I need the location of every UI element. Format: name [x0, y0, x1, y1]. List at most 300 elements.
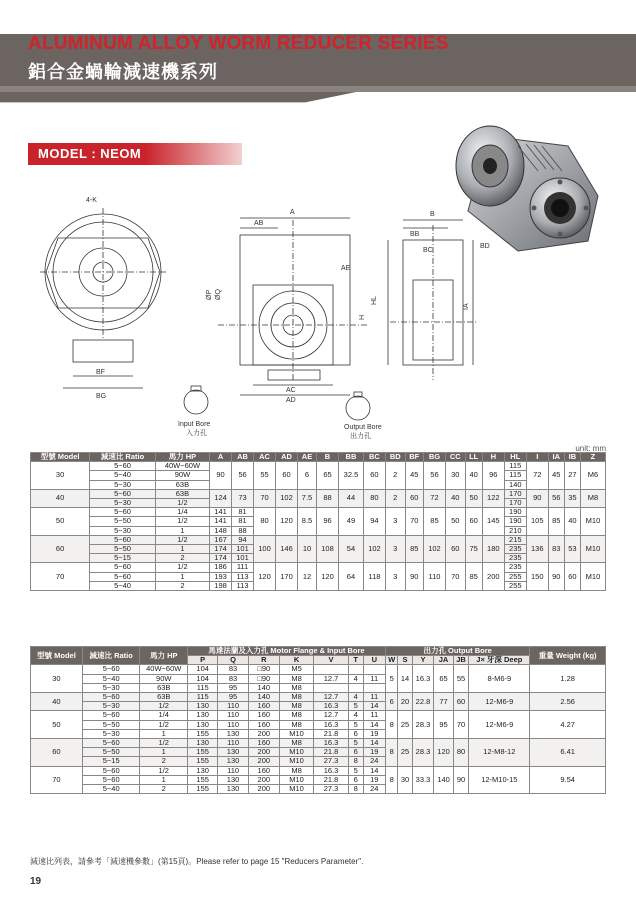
hp-cell: 1/2 [140, 720, 188, 729]
dim-cell: 72 [526, 462, 548, 490]
label-ab: AB [254, 220, 264, 227]
a-cell: 193 [210, 572, 232, 581]
dim-cell: 170 [276, 563, 298, 591]
header-cell: A [210, 453, 232, 462]
header-cell: BF [405, 453, 423, 462]
hp-cell: 2 [155, 581, 209, 590]
r-cell: □90 [248, 665, 279, 674]
ab-cell: 81 [232, 508, 254, 517]
label-bg: BG [96, 393, 107, 400]
hp-cell: 1/2 [140, 702, 188, 711]
w-cell: 6 [385, 693, 398, 711]
u-cell: 19 [363, 748, 385, 757]
dim-cell: 32.5 [339, 462, 364, 490]
dim-cell: 30 [445, 462, 465, 490]
header-cell: 重量 Weight (kg) [530, 647, 606, 665]
y-cell: 28.3 [412, 739, 434, 767]
header-cell: BB [339, 453, 364, 462]
dim-cell: M10 [580, 563, 605, 591]
header-cell: HL [504, 453, 526, 462]
label-4k: 4-K [86, 197, 97, 204]
hp-cell: 90W [155, 471, 209, 480]
p-cell: 104 [188, 665, 218, 674]
weight-cell: 6.41 [530, 739, 606, 767]
model-cell: 30 [31, 462, 90, 490]
v-cell: 21.8 [314, 775, 348, 784]
dim-cell: M8 [580, 489, 605, 507]
ratio-cell: 5~30 [82, 683, 140, 692]
hp-cell: 1/2 [155, 499, 209, 508]
dim-cell: 85 [548, 508, 564, 536]
dim-cell: 53 [564, 535, 580, 563]
r-cell: 140 [248, 683, 279, 692]
q-cell: 130 [218, 729, 248, 738]
dim-cell: 120 [317, 563, 339, 591]
r-cell: 160 [248, 702, 279, 711]
dim-cell: 12 [297, 563, 316, 591]
dim-cell: 3 [385, 563, 405, 591]
u-cell: 14 [363, 720, 385, 729]
u-cell: 11 [363, 711, 385, 720]
label-a: A [290, 209, 295, 216]
model-cell: 50 [31, 508, 90, 536]
a-cell: 198 [210, 581, 232, 590]
ratio-cell: 5~40 [90, 471, 156, 480]
p-cell: 155 [188, 757, 218, 766]
t-cell: 5 [348, 766, 363, 775]
y-cell: 28.3 [412, 711, 434, 739]
jb-cell: 70 [453, 711, 469, 739]
header-cell: 馬力 HP [155, 453, 209, 462]
a-cell: 186 [210, 563, 232, 572]
ab-cell: 111 [232, 563, 254, 572]
p-cell: 130 [188, 766, 218, 775]
s-cell: 25 [398, 739, 412, 767]
ja-cell: 120 [434, 739, 453, 767]
subheader-cell: JB [453, 656, 469, 665]
technical-drawing [28, 180, 588, 440]
dim-cell: 6 [297, 462, 316, 490]
v-cell: 16.3 [314, 766, 348, 775]
hl-cell: 235 [504, 545, 526, 554]
hp-cell: 1/2 [155, 563, 209, 572]
a-cell: 148 [210, 526, 232, 535]
dim-cell: 45 [405, 462, 423, 490]
subheader-cell: W [385, 656, 398, 665]
ratio-cell: 5~60 [90, 462, 156, 471]
w-cell: 5 [385, 665, 398, 693]
header-cell: CC [445, 453, 465, 462]
header-cell: 減速比 Ratio [82, 647, 140, 665]
ratio-cell: 5~60 [90, 508, 156, 517]
jb-cell: 60 [453, 693, 469, 711]
label-b: B [430, 211, 435, 218]
header-cell: 型號 Model [31, 647, 83, 665]
q-cell: 110 [218, 711, 248, 720]
ratio-cell: 5~30 [90, 526, 156, 535]
weight-cell: 2.56 [530, 693, 606, 711]
k-cell: M8 [279, 711, 313, 720]
ratio-cell: 5~60 [82, 693, 140, 702]
ratio-cell: 5~50 [82, 720, 140, 729]
dim-cell: 60 [445, 535, 465, 563]
dimension-table [30, 452, 606, 591]
dim-cell: 60 [465, 508, 482, 536]
hl-cell: 140 [504, 480, 526, 489]
p-cell: 115 [188, 693, 218, 702]
r-cell: 200 [248, 775, 279, 784]
ab-cell: 81 [232, 517, 254, 526]
label-h: H [359, 314, 366, 320]
model-badge: MODEL : NEOM [28, 143, 242, 165]
u-cell: 14 [363, 739, 385, 748]
label-oq: ØQ [215, 289, 222, 300]
ratio-cell: 5~40 [82, 674, 140, 683]
k-cell: M10 [279, 757, 313, 766]
output-bore-en: Output Bore [344, 424, 382, 431]
header-cell: AB [232, 453, 254, 462]
v-cell: 16.3 [314, 702, 348, 711]
label-ae: AE [341, 265, 351, 272]
hp-cell: 1 [140, 729, 188, 738]
u-cell: 19 [363, 775, 385, 784]
dim-cell: 88 [317, 489, 339, 507]
model-cell: 50 [31, 711, 83, 739]
dim-cell: 90 [548, 563, 564, 591]
r-cell: 160 [248, 739, 279, 748]
hp-cell: 1 [155, 572, 209, 581]
subheader-cell: U [363, 656, 385, 665]
dim-cell: 102 [423, 535, 445, 563]
dim-cell: 100 [254, 535, 276, 563]
dim-cell: 75 [465, 535, 482, 563]
subheader-cell: Y [412, 656, 434, 665]
hp-cell: 2 [155, 554, 209, 563]
dim-cell: 64 [339, 563, 364, 591]
header-cell: AD [276, 453, 298, 462]
header-cell: B [317, 453, 339, 462]
q-cell: 95 [218, 683, 248, 692]
v-cell [314, 665, 348, 674]
k-cell: M10 [279, 748, 313, 757]
ratio-cell: 5~30 [90, 480, 156, 489]
jb-cell: 80 [453, 739, 469, 767]
hl-cell: 190 [504, 517, 526, 526]
header-cell: AC [254, 453, 276, 462]
ratio-cell: 5~40 [82, 785, 140, 794]
model-cell: 60 [31, 739, 83, 767]
dim-cell: 2 [385, 489, 405, 507]
v-cell: 27.3 [314, 757, 348, 766]
t-cell: 4 [348, 711, 363, 720]
dim-cell: 150 [526, 563, 548, 591]
dim-cell: 56 [423, 462, 445, 490]
header-cell: BC [363, 453, 385, 462]
page-header [0, 0, 636, 118]
p-cell: 115 [188, 683, 218, 692]
k-cell: M10 [279, 775, 313, 784]
u-cell: 11 [363, 693, 385, 702]
w-cell: 8 [385, 711, 398, 739]
hp-cell: 1 [140, 748, 188, 757]
header-cell: IB [564, 453, 580, 462]
dim-cell: 80 [254, 508, 276, 536]
r-cell: □90 [248, 674, 279, 683]
label-bd: BD [480, 243, 490, 250]
t-cell: 5 [348, 739, 363, 748]
dim-cell: 145 [482, 508, 504, 536]
hp-cell: 1/4 [140, 711, 188, 720]
r-cell: 200 [248, 748, 279, 757]
dim-cell: 3 [385, 535, 405, 563]
label-bc: BC [423, 247, 433, 254]
v-cell: 12.7 [314, 711, 348, 720]
ratio-cell: 5~60 [90, 572, 156, 581]
dim-cell: 70 [405, 508, 423, 536]
hp-cell: 1/2 [155, 535, 209, 544]
ratio-cell: 5~60 [82, 739, 140, 748]
p-cell: 155 [188, 729, 218, 738]
dim-cell: 122 [482, 489, 504, 507]
dim-cell: 90 [405, 563, 423, 591]
footnote: 減速比列表，請參考「減速機參數」(第15頁)。Please refer to page 15 "Reducers Parameter". [30, 857, 364, 866]
p-cell: 104 [188, 674, 218, 683]
q-cell: 130 [218, 748, 248, 757]
k-cell: M5 [279, 665, 313, 674]
dim-cell: 85 [423, 508, 445, 536]
dim-cell: 55 [254, 462, 276, 490]
dim-cell: 96 [482, 462, 504, 490]
model-cell: 70 [31, 563, 90, 591]
v-cell: 21.8 [314, 748, 348, 757]
a-cell: 174 [210, 554, 232, 563]
j-cell: 8-M6-9 [469, 665, 530, 693]
t-cell: 6 [348, 748, 363, 757]
y-cell: 33.3 [412, 766, 434, 794]
subheader-cell: J× 牙深 Deep [469, 656, 530, 665]
r-cell: 160 [248, 711, 279, 720]
dim-cell: 40 [564, 508, 580, 536]
header-cell: BD [385, 453, 405, 462]
hl-cell: 215 [504, 535, 526, 544]
ratio-cell: 5~15 [90, 554, 156, 563]
a-cell: 174 [210, 545, 232, 554]
table-row [31, 665, 606, 674]
label-bf: BF [96, 369, 105, 376]
ratio-cell: 5~50 [90, 517, 156, 526]
dim-cell: 3 [385, 508, 405, 536]
weight-cell: 9.54 [530, 766, 606, 794]
w-cell: 8 [385, 739, 398, 767]
ja-cell: 65 [434, 665, 453, 693]
ratio-cell: 5~40 [90, 581, 156, 590]
ab-cell: 101 [232, 545, 254, 554]
dim-cell: M10 [580, 508, 605, 536]
k-cell: M8 [279, 683, 313, 692]
header-cell: I [526, 453, 548, 462]
k-cell: M8 [279, 739, 313, 748]
label-hl: HL [371, 296, 378, 305]
dim-cell: 65 [317, 462, 339, 490]
hp-cell: 2 [140, 757, 188, 766]
v-cell: 12.7 [314, 693, 348, 702]
header-cell: 馬達法蘭及入力孔 Motor Flange & Input Bore [188, 647, 386, 656]
label-bb: BB [410, 231, 420, 238]
dim-cell: 56 [232, 462, 254, 490]
dim-cell: 120 [276, 508, 298, 536]
dim-cell: 60 [405, 489, 423, 507]
dim-cell: 35 [564, 489, 580, 507]
q-cell: 130 [218, 785, 248, 794]
output-bore-zh: 出力孔 [350, 433, 371, 440]
header-stripe [0, 86, 636, 92]
r-cell: 160 [248, 766, 279, 775]
y-cell: 22.8 [412, 693, 434, 711]
dim-cell: 94 [363, 508, 385, 536]
p-cell: 130 [188, 739, 218, 748]
u-cell: 11 [363, 674, 385, 683]
hl-cell: 115 [504, 462, 526, 471]
hp-cell: 63B [155, 489, 209, 498]
unit-label: unit: mm [575, 444, 606, 453]
dim-cell: 96 [317, 508, 339, 536]
dim-cell: 8.5 [297, 508, 316, 536]
t-cell: 8 [348, 785, 363, 794]
ratio-cell: 5~50 [90, 545, 156, 554]
dim-cell: 105 [526, 508, 548, 536]
title-chinese: 鋁合金蝸輪減速機系列 [28, 62, 218, 82]
header-cell: 減速比 Ratio [90, 453, 156, 462]
a-cell: 141 [210, 508, 232, 517]
hl-cell: 235 [504, 554, 526, 563]
v-cell: 12.7 [314, 674, 348, 683]
subheader-cell: T [348, 656, 363, 665]
k-cell: M10 [279, 729, 313, 738]
p-cell: 130 [188, 720, 218, 729]
hl-cell: 255 [504, 572, 526, 581]
hl-cell: 255 [504, 581, 526, 590]
dim-cell: 50 [445, 508, 465, 536]
q-cell: 110 [218, 739, 248, 748]
dim-cell: 10 [297, 535, 316, 563]
ratio-cell: 5~60 [90, 535, 156, 544]
t-cell: 8 [348, 757, 363, 766]
t-cell: 6 [348, 775, 363, 784]
hl-cell: 170 [504, 499, 526, 508]
ab-cell: 113 [232, 581, 254, 590]
dim-cell: 146 [276, 535, 298, 563]
dim-cell: 60 [363, 462, 385, 490]
dim-cell: 85 [405, 535, 423, 563]
a-cell: 141 [210, 517, 232, 526]
title-english: ALUMINUM ALLOY WORM REDUCER SERIES [28, 33, 449, 54]
hp-cell: 1/2 [140, 766, 188, 775]
dim-cell: 2 [385, 462, 405, 490]
dim-cell: 60 [564, 563, 580, 591]
dim-cell: 80 [363, 489, 385, 507]
p-cell: 155 [188, 748, 218, 757]
ratio-cell: 5~50 [82, 748, 140, 757]
hl-cell: 170 [504, 489, 526, 498]
label-ad: AD [286, 397, 296, 404]
u-cell [363, 665, 385, 674]
u-cell: 24 [363, 757, 385, 766]
v-cell: 16.3 [314, 739, 348, 748]
ja-cell: 95 [434, 711, 453, 739]
hp-cell: 1/4 [155, 508, 209, 517]
subheader-cell: V [314, 656, 348, 665]
p-cell: 130 [188, 702, 218, 711]
k-cell: M8 [279, 674, 313, 683]
dim-cell: 70 [254, 489, 276, 507]
dim-cell: 54 [339, 535, 364, 563]
flange-bore-table [30, 646, 606, 794]
hp-cell: 1 [155, 545, 209, 554]
header-cell: 出力孔 Output Bore [385, 647, 529, 656]
q-cell: 130 [218, 757, 248, 766]
subheader-cell: R [248, 656, 279, 665]
dim-cell: 73 [232, 489, 254, 507]
model-cell: 40 [31, 489, 90, 507]
subheader-cell: P [188, 656, 218, 665]
v-cell: 21.8 [314, 729, 348, 738]
k-cell: M8 [279, 693, 313, 702]
header-cell: H [482, 453, 504, 462]
y-cell: 16.3 [412, 665, 434, 693]
hp-cell: 1/2 [140, 739, 188, 748]
hl-cell: 115 [504, 471, 526, 480]
table-row [31, 766, 606, 775]
input-bore-en: Input Bore [178, 421, 211, 428]
hp-cell: 1/2 [155, 517, 209, 526]
ab-cell: 88 [232, 526, 254, 535]
hp-cell: 1 [155, 526, 209, 535]
u-cell: 14 [363, 766, 385, 775]
q-cell: 95 [218, 693, 248, 702]
subheader-cell: JA [434, 656, 453, 665]
u-cell: 24 [363, 785, 385, 794]
r-cell: 140 [248, 693, 279, 702]
ratio-cell: 5~60 [90, 563, 156, 572]
dim-cell: 70 [445, 563, 465, 591]
ja-cell: 140 [434, 766, 453, 794]
dim-cell: 108 [317, 535, 339, 563]
r-cell: 200 [248, 785, 279, 794]
hp-cell: 40W~60W [140, 665, 188, 674]
dim-cell: M6 [580, 462, 605, 490]
dim-cell: 49 [339, 508, 364, 536]
dim-cell: 85 [465, 563, 482, 591]
jb-cell: 90 [453, 766, 469, 794]
r-cell: 160 [248, 720, 279, 729]
hp-cell: 90W [140, 674, 188, 683]
dim-cell: 72 [423, 489, 445, 507]
k-cell: M10 [279, 785, 313, 794]
hl-cell: 210 [504, 526, 526, 535]
dim-cell: 56 [548, 489, 564, 507]
hp-cell: 1 [140, 775, 188, 784]
hp-cell: 40W~60W [155, 462, 209, 471]
table-row [31, 711, 606, 720]
table-row [31, 563, 606, 572]
ratio-cell: 5~60 [82, 775, 140, 784]
dim-cell: 83 [548, 535, 564, 563]
s-cell: 25 [398, 711, 412, 739]
dim-cell: 50 [465, 489, 482, 507]
q-cell: 130 [218, 775, 248, 784]
dim-cell: M10 [580, 535, 605, 563]
p-cell: 155 [188, 785, 218, 794]
